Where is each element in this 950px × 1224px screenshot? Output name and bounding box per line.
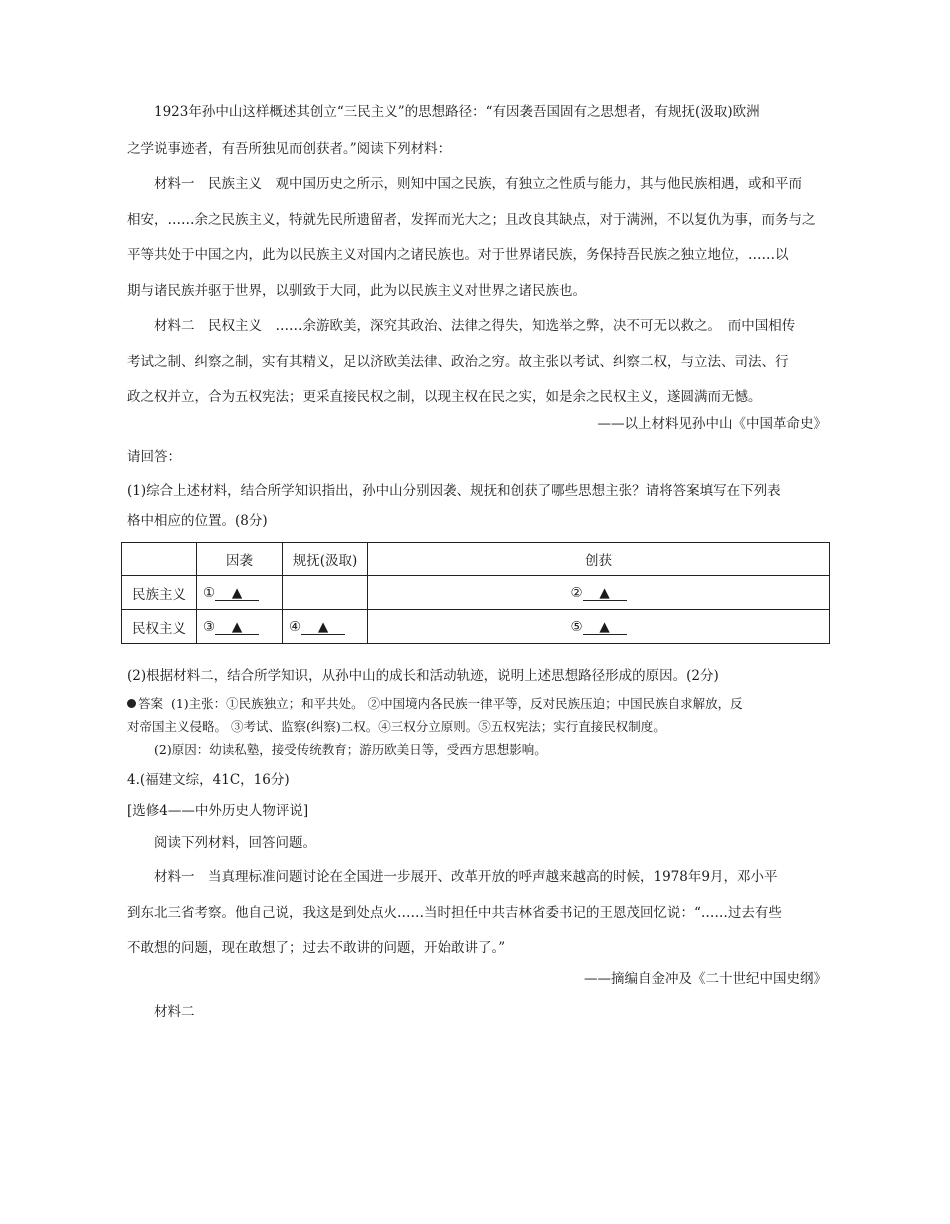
q1-line-2: 格中相应的位置。(8分) [127,513,268,529]
q4-instruction: 阅读下列材料，回答问题。 [154,835,316,851]
blank-cell-1[interactable]: ① ▲ [197,576,283,610]
blank-cell-4[interactable]: ④ ▲ [283,610,368,644]
row-label-democracy: 民权主义 [122,610,197,644]
blank-cell-2[interactable]: ② ▲ [368,576,830,610]
q2: (2)根据材料二，结合所学知识，从孙中山的成长和活动轨迹，说明上述思想路径形成的原因。(2分) [127,668,719,684]
intro-line-2: 之学说事迹者，有吾所独见而创获者。”阅读下列材料： [127,141,452,157]
table-header-empty [122,543,197,576]
row-label-nationalism: 民族主义 [122,576,197,610]
table-header-create: 创获 [368,543,830,576]
material2-line-3: 政之权并立，合为五权宪法；更采直接民权之制，以现主权在民之实，如是余之民权主义，遂圆满而无憾。 [127,389,762,405]
material2-line-1: 材料二 民权主义 ……余游欧美，深究其政治、法律之得失，知选举之弊，决不可无以救之。 而中国相传 [154,318,796,334]
q4-material1-line-1: 材料一 当真理标准问题讨论在全国进一步展开、改革开放的呼声越来越高的时候，1978年9月，邓小平 [154,869,778,885]
intro-line-1: 1923年孙中山这样概述其创立“三民主义”的思想路径：“有因袭吾国固有之思想者，有规抚(汲取)欧洲 [154,104,760,120]
q4-material1-source: ——摘编自金冲及《二十世纪中国史纲》 [584,971,827,987]
table-header-borrow: 规抚(汲取) [283,543,368,576]
blank-cell-3[interactable]: ③ ▲ [197,610,283,644]
material2-source: ——以上材料见孙中山《中国革命史》 [597,416,827,432]
prompt: 请回答： [127,449,181,465]
material1-line-4: 期与诸民族并驱于世界，以驯致于大同，此为以民族主义对世界之诸民族也。 [127,283,586,299]
q4-material2-label: 材料二 [154,1004,195,1020]
answer-table [121,542,830,644]
answer-text-1: (1)主张：①民族独立；和平共处。 ②中国境内各民族一律平等，反对民族压迫；中国民族自求解放，反 [170,696,743,711]
q4-elective: [选修4——中外历史人物评说] [127,803,309,819]
material1-line-3: 平等共处于中国之内，此为以民族主义对国内之诸民族也。对于世界诸民族，务保持吾民族之独立地位，……以 [127,247,789,263]
answer-line-1 [127,695,827,713]
answer-icon [127,699,136,708]
answer-label: 答案 [138,696,164,711]
blank-cell-5[interactable]: ⑤ ▲ [368,610,830,644]
q4-header: 4.(福建文综，41C，16分) [127,772,290,788]
q1-line-1: (1)综合上述材料，结合所学知识指出，孙中山分别因袭、规抚和创获了哪些思想主张？请将答案填写在下列表 [127,483,781,499]
answer-line-3: (2)原因：幼读私塾，接受传统教育；游历欧美日等，受西方思想影响。 [154,742,547,757]
material1-line-1: 材料一 民族主义 观中国历史之所示，则知中国之民族，有独立之性质与能力，其与他民族相遇，或和平而 [154,176,802,192]
material2-line-2: 考试之制、纠察之制，实有其精义，足以济欧美法律、政治之穷。故主张以考试、纠察二权，与立法、司法、行 [127,354,789,370]
q4-material1-line-2: 到东北三省考察。他自己说，我这是到处点火……当时担任中共吉林省委书记的王恩茂回忆说：“……过去有些 [127,905,782,921]
empty-cell [283,576,368,610]
table-header-inherit: 因袭 [197,543,283,576]
q4-material1-line-3: 不敢想的问题，现在敢想了；过去不敢讲的问题，开始敢讲了。” [127,940,506,956]
answer-line-2: 对帝国主义侵略。 ③考试、监察(纠察)二权。④三权分立原则。⑤五权宪法；实行直接民权制度。 [127,719,666,734]
material1-line-2: 相安，……余之民族主义，特就先民所遗留者，发挥而光大之；且改良其缺点，对于满洲，不以复仇为事，而务与之 [127,212,816,228]
